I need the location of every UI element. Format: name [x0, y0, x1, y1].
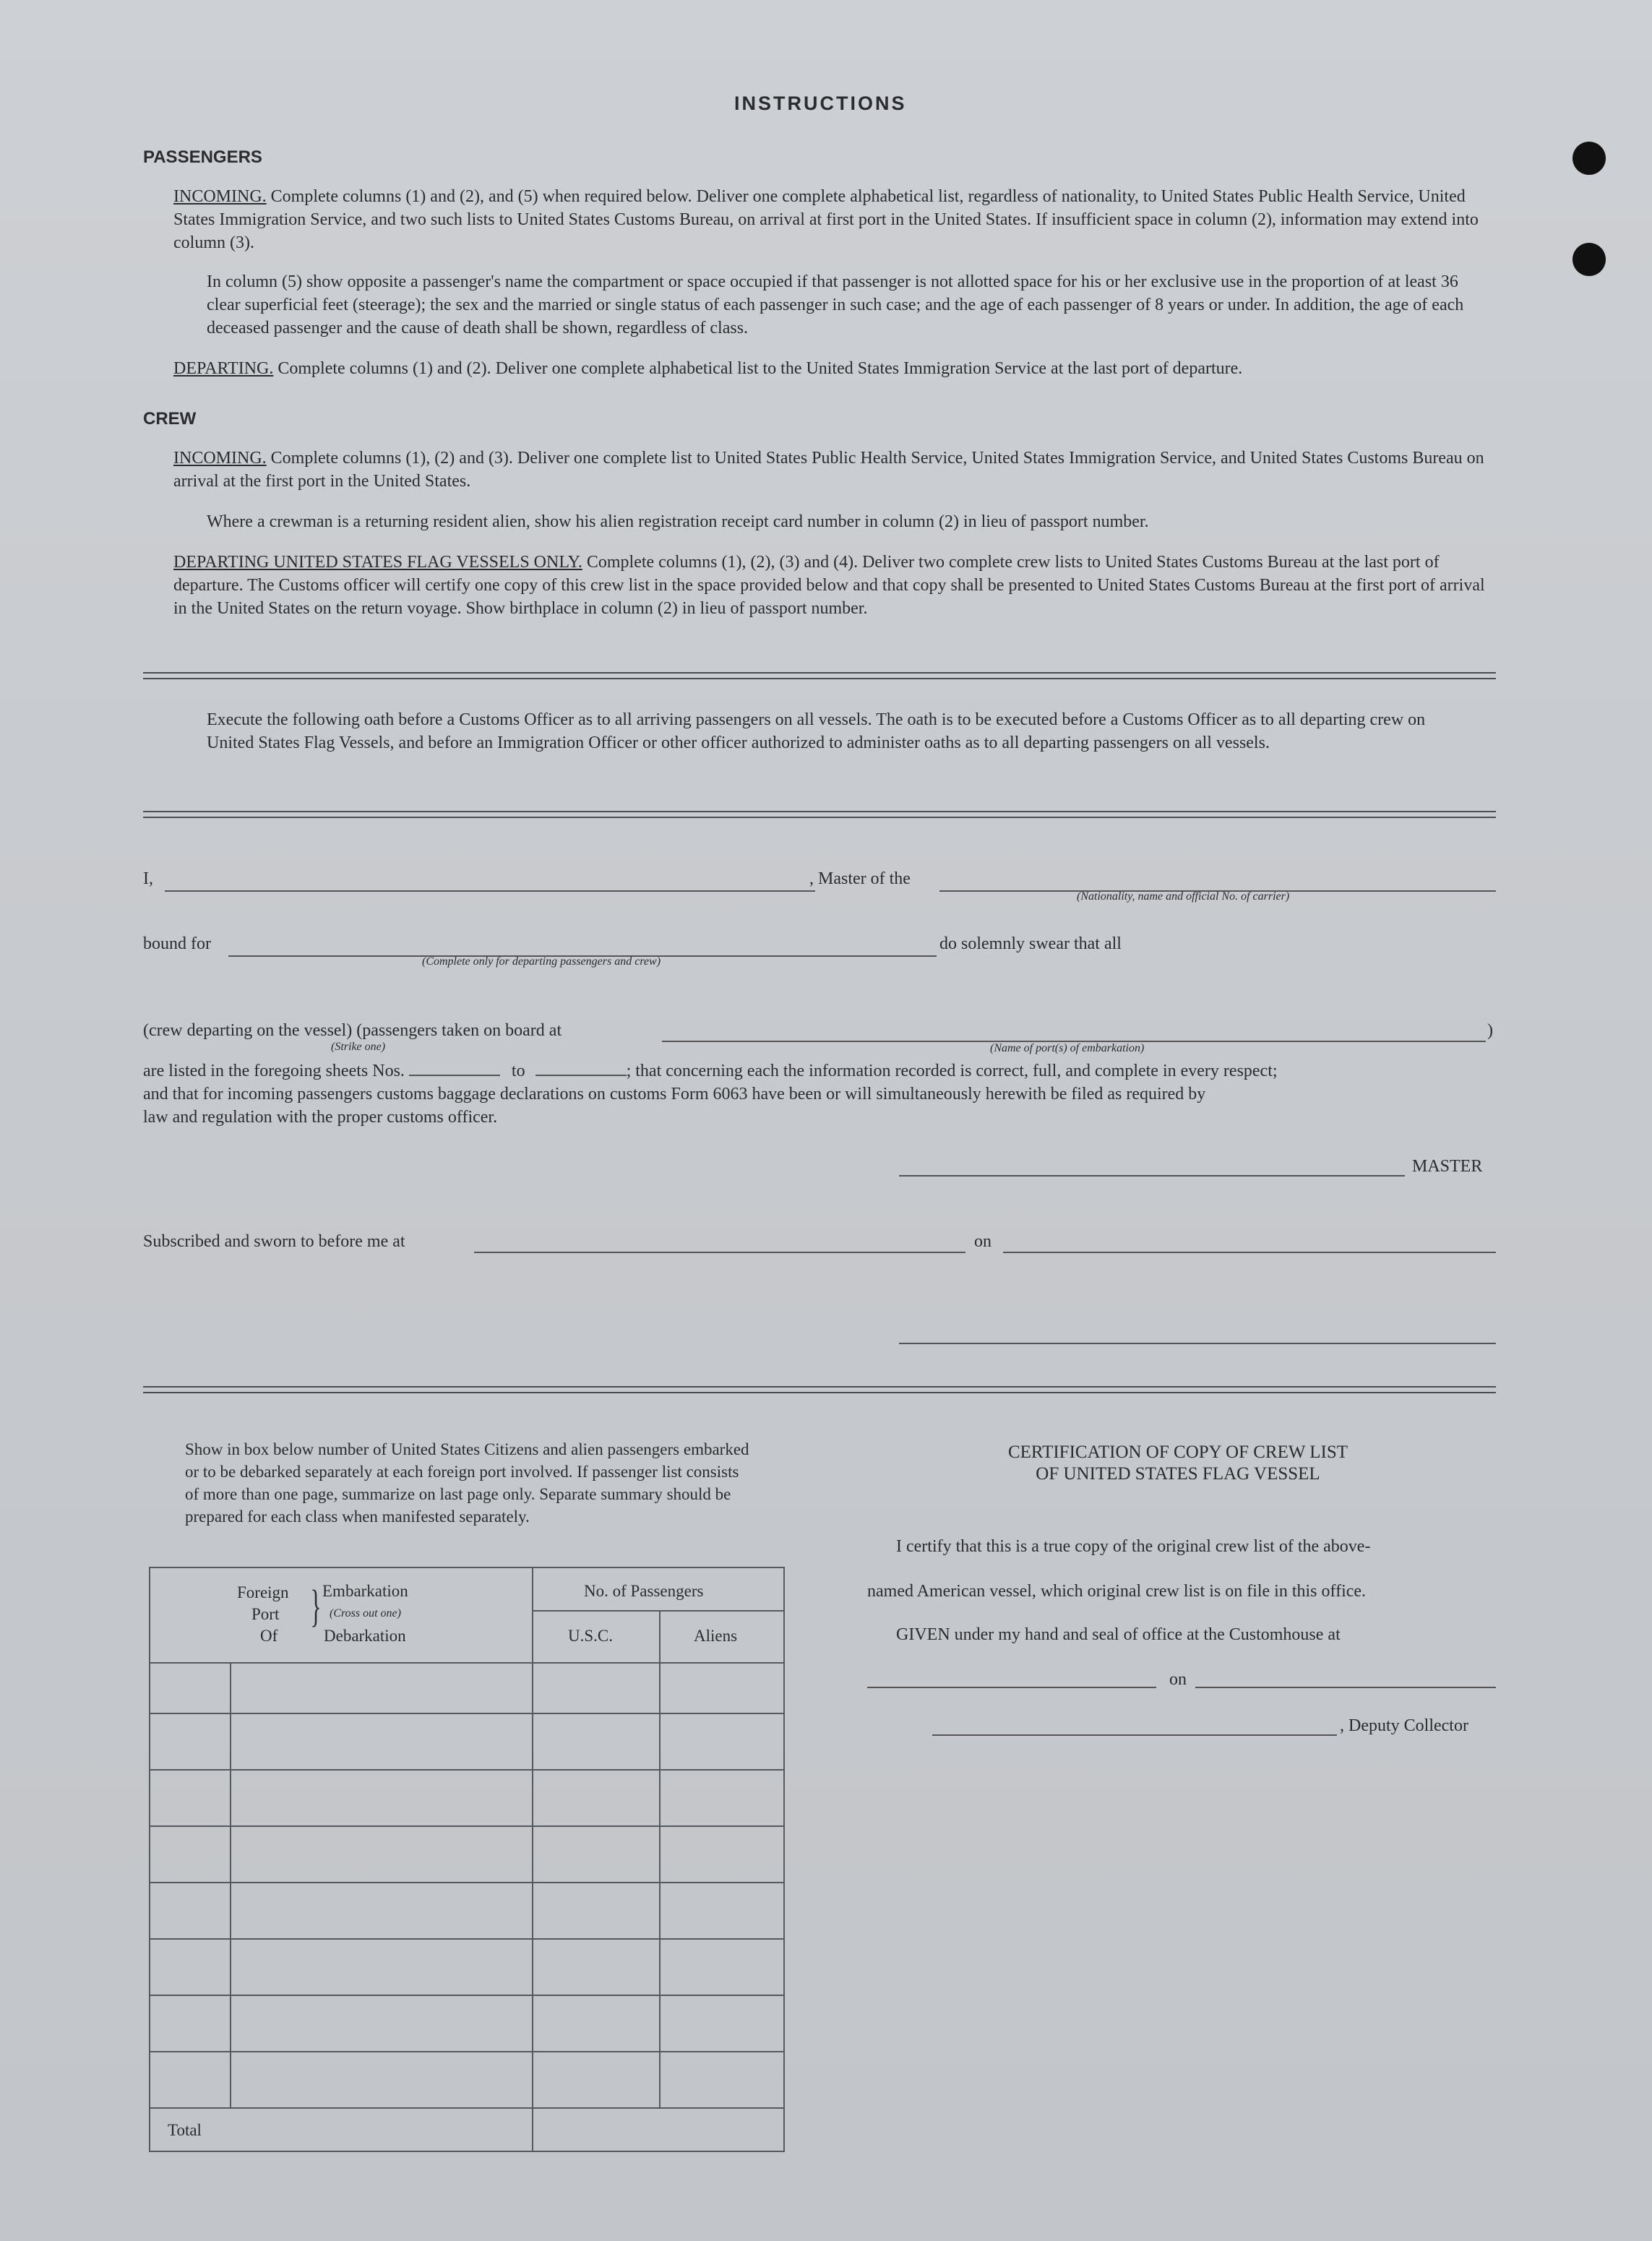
- oath-on-label: on: [974, 1232, 991, 1251]
- master-name-field[interactable]: [165, 890, 815, 892]
- section-divider-mid-a: [143, 811, 1496, 812]
- sworn-location-field[interactable]: [474, 1252, 965, 1253]
- table-vline-left: [230, 1662, 231, 2109]
- oath-listed-line3: law and regulation with the proper customs officer.: [143, 1108, 498, 1127]
- table-row-line: [150, 1882, 783, 1883]
- master-signature-field[interactable]: [899, 1175, 1405, 1177]
- page-title: INSTRUCTIONS: [734, 93, 907, 114]
- col-embarkation: Embarkation: [322, 1582, 408, 1600]
- section-divider-mid-b: [143, 817, 1496, 818]
- col-aliens: Aliens: [694, 1627, 738, 1645]
- passengers-heading: PASSENGERS: [143, 147, 262, 167]
- oath-listed-line2: and that for incoming passengers customs baggage declarations on customs Form 6063 have been or will simultaneously herewith be filed as required by: [143, 1085, 1206, 1104]
- oath-i-label: I,: [143, 869, 153, 888]
- oath-close-paren: ): [1487, 1021, 1493, 1040]
- binder-hole-bottom: [1573, 243, 1606, 276]
- table-row-line: [150, 1995, 783, 1996]
- table-hline-header: [150, 1662, 783, 1664]
- table-row-line: [150, 2051, 783, 2052]
- col-foreign: Foreign: [237, 1583, 289, 1601]
- section-divider-bottom-a: [143, 1386, 1496, 1388]
- crew-heading: CREW: [143, 409, 197, 429]
- strike-one-hint: (Strike one): [331, 1041, 386, 1053]
- table-row-line: [150, 1713, 783, 1714]
- section-divider-top-a: [143, 672, 1496, 674]
- oath-solemnly-swear: do solemnly swear that all: [939, 934, 1122, 953]
- col-usc: U.S.C.: [568, 1627, 613, 1645]
- deputy-collector-signature-field[interactable]: [932, 1734, 1337, 1736]
- passengers-incoming: [173, 185, 1496, 254]
- table-row-line: [150, 1825, 783, 1827]
- table-row-line: [150, 1938, 783, 1940]
- certification-heading-line2: OF UNITED STATES FLAG VESSEL: [1036, 1464, 1320, 1484]
- col-no-passengers: No. of Passengers: [584, 1582, 704, 1600]
- master-label: MASTER: [1412, 1157, 1483, 1176]
- certification-on-label: on: [1169, 1670, 1187, 1689]
- oath-master-of-the: , Master of the: [809, 869, 911, 888]
- passengers-departing-text: Complete columns (1) and (2). Deliver one complete alphabetical list to the United States Immigration Service at the last port of departure.: [278, 359, 1243, 378]
- officer-signature-field[interactable]: [899, 1343, 1496, 1344]
- oath-listed-line1: [143, 1059, 1502, 1083]
- certification-heading-line1: CERTIFICATION OF COPY OF CREW LIST: [1007, 1442, 1348, 1462]
- oath-subscribed: Subscribed and sworn to before me at: [143, 1232, 405, 1251]
- customhouse-location-field[interactable]: [867, 1687, 1156, 1688]
- crew-returning-alien-note: Where a crewman is a returning resident alien, show his alien registration receipt card number in column (2) in lieu of passport number.: [207, 512, 1149, 531]
- oath-listed-to: to: [511, 1062, 525, 1080]
- certify-line1: I certify that this is a true copy of the original crew list of the above-: [896, 1537, 1371, 1556]
- oath-listed-post: ; that concerning each the information recorded is correct, full, and complete in every respect;: [626, 1062, 1278, 1080]
- crew-incoming: [173, 447, 1496, 493]
- table-row-line: [150, 1769, 783, 1771]
- passenger-summary-table: [149, 1567, 785, 2152]
- oath-listed-pre: are listed in the foregoing sheets Nos.: [143, 1062, 405, 1080]
- oath-intro: Execute the following oath before a Customs Officer as to all arriving passengers on all vessels. The oath is to be executed before a Customs Officer as to all departing crew on United States Flag Vessels, and before an Immigration Officer or other officer authorized to administer oaths as to all departing passengers on all vessels.: [207, 710, 1426, 752]
- sworn-date-field[interactable]: [1003, 1252, 1496, 1253]
- passengers-incoming-label: INCOMING.: [173, 187, 267, 206]
- table-vline-ports: [532, 1568, 533, 2151]
- nationality-hint: (Nationality, name and official No. of carrier): [1077, 890, 1290, 903]
- passengers-departing-label: DEPARTING.: [173, 359, 274, 378]
- passengers-column5-note: In column (5) show opposite a passenger's name the compartment or space occupied if that passenger is not allotted space for his or her exclusive use in the proportion of at least 36 clear superficial feet (steerage); the sex and the married or single status of each passenger in such case; and the age of each passenger of 8 years or under. In addition, the age of each deceased passenger and the cause of death shall be shown, regardless of class.: [207, 272, 1464, 337]
- certify-line2: named American vessel, which original crew list is on file in this office.: [867, 1582, 1367, 1601]
- oath-bound-for: bound for: [143, 934, 211, 953]
- crew-departing: [173, 551, 1496, 620]
- col-port: Port: [251, 1605, 280, 1623]
- section-divider-bottom-b: [143, 1392, 1496, 1393]
- col-debarkation: Debarkation: [324, 1627, 406, 1645]
- given-text: GIVEN under my hand and seal of office at the Customhouse at: [896, 1625, 1341, 1644]
- deputy-collector-label: , Deputy Collector: [1340, 1716, 1468, 1735]
- oath-crew-departing: (crew departing on the vessel) (passengers taken on board at: [143, 1021, 562, 1040]
- summary-instructions: Show in box below number of United States Citizens and alien passengers embarked or to be debarked separately at each foreign port involved. If passenger list consists of more than one page, summarize on last page only. Separate summary should be prepared for each class when manifested separately.: [185, 1440, 749, 1526]
- sheet-from-field[interactable]: [409, 1060, 500, 1076]
- sheet-to-field[interactable]: [535, 1060, 627, 1076]
- crew-incoming-text: Complete columns (1), (2) and (3). Deliver one complete list to United States Public Health Service, United States Immigration Service, and United States Customs Bureau on arrival at the first port in the United States.: [173, 449, 1484, 491]
- table-hline-subheader: [532, 1610, 785, 1612]
- table-vline-usc: [659, 1610, 661, 2109]
- section-divider-top-b: [143, 678, 1496, 679]
- certification-date-field[interactable]: [1195, 1687, 1496, 1688]
- crew-incoming-label: INCOMING.: [173, 449, 267, 468]
- passengers-departing: [173, 357, 1496, 380]
- col-of: Of: [260, 1627, 278, 1645]
- complete-only-hint: (Complete only for departing passengers and crew): [422, 955, 661, 968]
- ports-hint: (Name of port(s) of embarkation): [990, 1042, 1145, 1054]
- binder-hole-top: [1573, 142, 1606, 175]
- col-cross-out: (Cross out one): [330, 1607, 401, 1620]
- table-row-line: [150, 2107, 783, 2109]
- brace-icon: }: [310, 1582, 322, 1631]
- total-label: Total: [168, 2121, 202, 2139]
- crew-departing-text: Complete columns (1), (2), (3) and (4). Deliver two complete crew lists to United States Customs Bureau at the last port of departure. The Customs officer will certify one copy of this crew list in the space provided below and that copy shall be presented to United States Customs Bureau at the first port of arrival in the United States on the return voyage. Show birthplace in column (2) in lieu of passport number.: [173, 553, 1485, 618]
- crew-departing-label: DEPARTING UNITED STATES FLAG VESSELS ONLY.: [173, 553, 582, 572]
- passengers-incoming-text: Complete columns (1) and (2), and (5) when required below. Deliver one complete alphabetical list, regardless of nationality, to United States Public Health Service, United States Immigration Service, and two such lists to United States Customs Bureau, on arrival at first port in the United States. If insufficient space in column (2), information may extend into column (3).: [173, 187, 1479, 252]
